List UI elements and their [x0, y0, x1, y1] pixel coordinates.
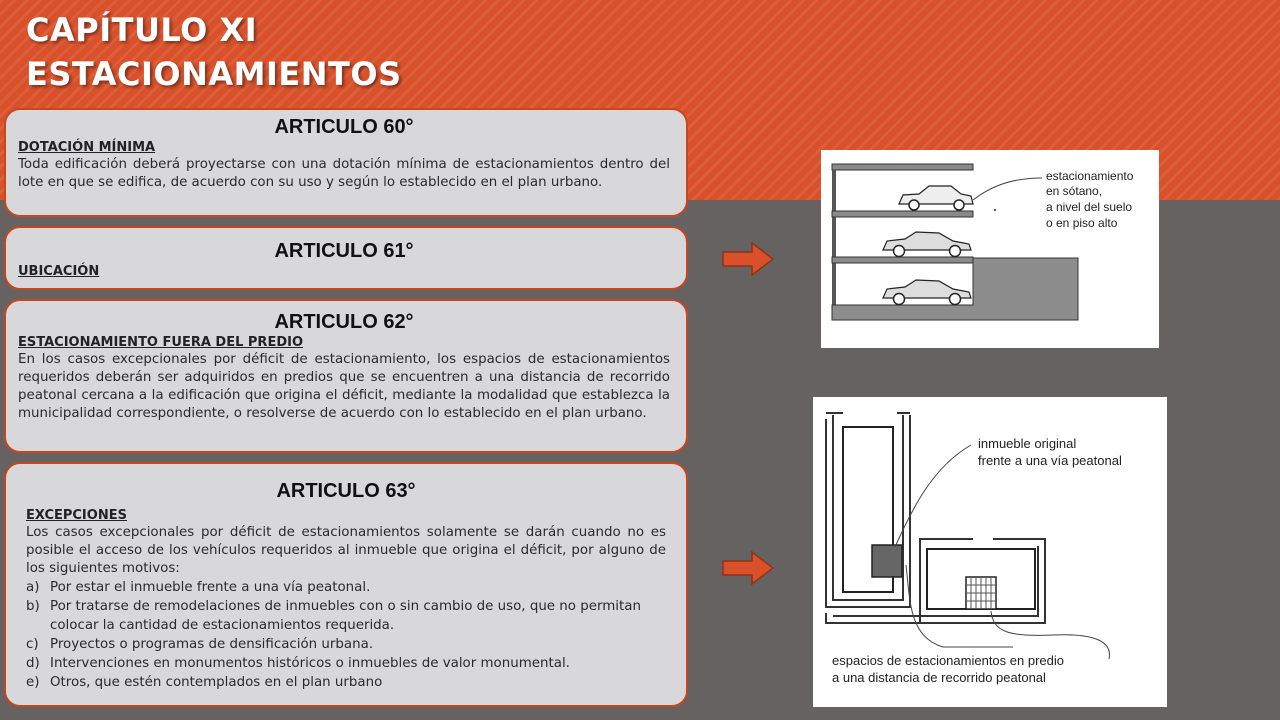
list-marker: c)	[26, 637, 39, 652]
list-item	[26, 635, 666, 654]
title-line-1: CAPÍTULO XI	[26, 11, 258, 49]
list-item	[26, 673, 666, 692]
parking-levels-diagram	[821, 150, 1159, 348]
title-line-2: ESTACIONAMIENTOS	[26, 55, 402, 93]
list-text: Por estar el inmueble frente a una vía peatonal.	[50, 580, 371, 595]
list-marker: a)	[26, 580, 40, 595]
diagram1-label: en sótano,	[1046, 184, 1103, 198]
list-marker: b)	[26, 599, 40, 614]
car-icon	[883, 232, 971, 257]
page-title	[26, 8, 402, 96]
exception-list	[26, 578, 666, 692]
car-icon	[899, 186, 973, 210]
site-plan-illustration	[813, 397, 1167, 707]
list-item	[26, 654, 666, 673]
list-text: Proyectos o programas de densificación urbana.	[50, 637, 374, 652]
list-text: Otros, que estén contemplados en el plan urbano	[50, 675, 383, 690]
list-item	[26, 597, 666, 635]
diagram1-label: o en piso alto	[1046, 216, 1118, 230]
article-subtitle: EXCEPCIONES	[26, 508, 127, 523]
car-icon	[883, 280, 971, 305]
article-62-card	[4, 299, 688, 453]
article-title: ARTICULO 63°	[276, 480, 416, 502]
diagram2-label: inmueble original	[978, 436, 1077, 451]
list-marker: d)	[26, 656, 40, 671]
diagram2-label: a una distancia de recorrido peatonal	[832, 670, 1046, 685]
arrow-right-icon	[722, 550, 774, 586]
article-body: Toda edificación deberá proyectarse con una dotación mínima de estacionamientos dentro del lote en que se edifica, de acuerdo con su uso y según lo establecido en el plan urbano.	[18, 157, 670, 190]
arrow-right-icon	[722, 241, 774, 277]
parking-levels-illustration	[821, 150, 1159, 348]
list-marker: e)	[26, 675, 40, 690]
article-title: ARTICULO 60°	[274, 116, 414, 138]
list-text: Intervenciones en monumentos históricos o inmuebles de valor monumental.	[50, 656, 570, 671]
article-subtitle: UBICACIÓN	[18, 264, 100, 279]
article-title: ARTICULO 62°	[274, 311, 414, 333]
article-subtitle: DOTACIÓN MÍNIMA	[18, 140, 156, 155]
article-body: En los casos excepcionales por déficit de estacionamiento, los espacios de estacionamientos requeridos deberán ser adquiridos en predios que se encuentren a una distancia de recorrido peatonal cercana a la edificación que origina el déficit, mediante la modalidad que establezca la municipalidad correspondiente, o resolverse de acuerdo con lo establecido en el plan urbano.	[18, 352, 670, 421]
building-icon	[872, 545, 902, 577]
article-subtitle: ESTACIONAMIENTO FUERA DEL PREDIO	[18, 335, 304, 350]
diagram2-label: espacios de estacionamientos en predio	[832, 653, 1064, 668]
diagram2-label: frente a una vía peatonal	[978, 453, 1122, 468]
list-item	[26, 578, 666, 597]
article-63-card	[4, 462, 688, 707]
article-body: Los casos excepcionales por déficit de estacionamientos solamente se darán cuando no es posible el acceso de los vehículos requeridos al inmueble que origina el déficit, por alguno de los siguientes motivos:	[26, 525, 666, 576]
list-text: Por tratarse de remodelaciones de inmuebles con o sin cambio de uso, que no permitan colocar la cantidad de estacionamientos requerida.	[50, 599, 641, 633]
diagram1-label: estacionamiento	[1046, 169, 1134, 183]
article-61-card	[4, 226, 688, 290]
site-plan-diagram	[813, 397, 1167, 707]
diagram1-label: a nivel del suelo	[1046, 200, 1133, 214]
article-60-card	[4, 108, 688, 217]
parking-stall-icon	[966, 577, 996, 609]
article-title: ARTICULO 61°	[274, 240, 414, 262]
